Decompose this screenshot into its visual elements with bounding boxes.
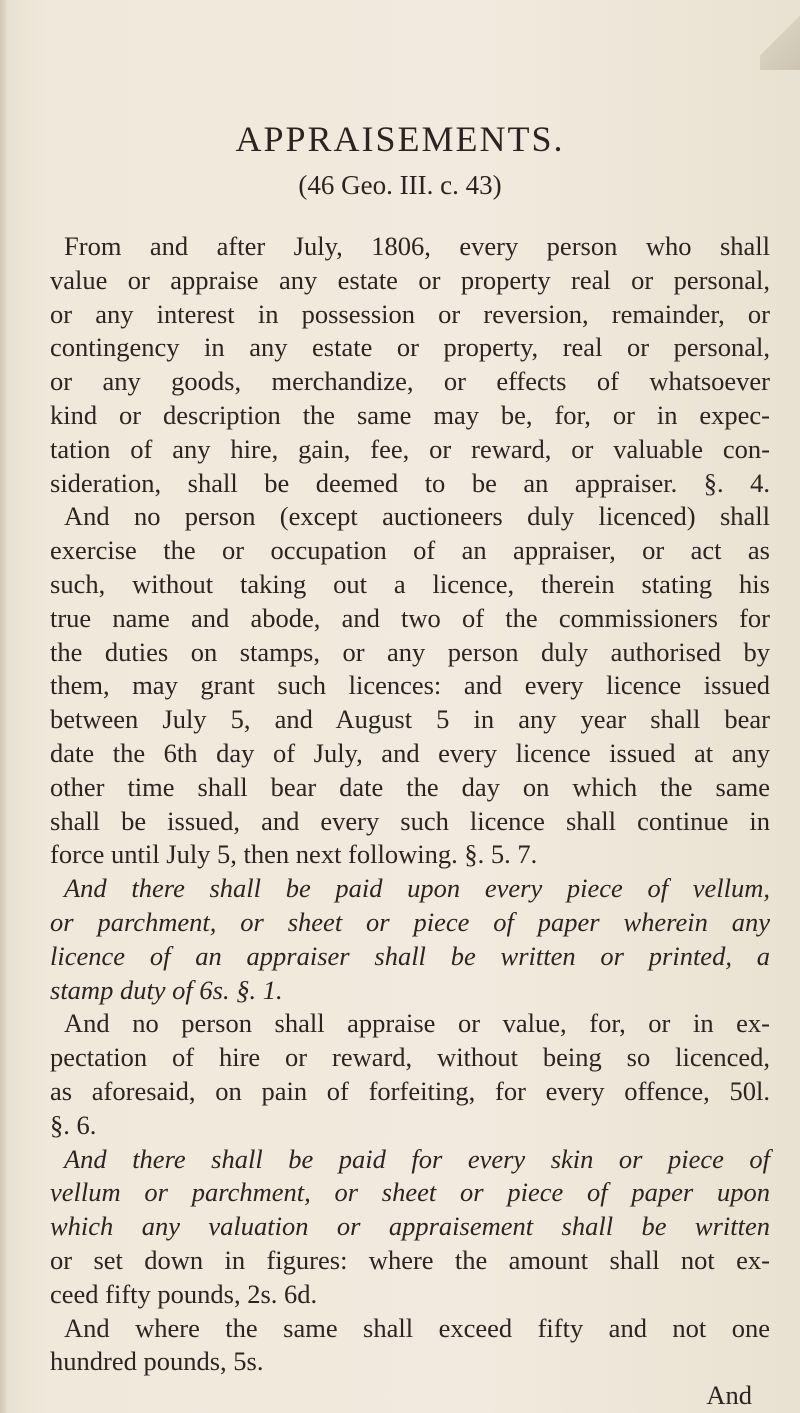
text-line: And there shall be paid for every skin or piece of: [64, 1143, 770, 1174]
text-line: exercise the or occupation of an appraiser, or act as: [50, 535, 770, 566]
text-line: the duties on stamps, or any person duly authorised by: [50, 636, 770, 667]
page-corner-fold: [760, 0, 800, 70]
text-line: sideration, shall be deemed to be an appraiser. §. 4.: [50, 467, 770, 498]
text-line: tation of any hire, gain, fee, or reward, or valuable con-: [50, 433, 770, 464]
text-line: which any valuation or appraisement shall be written: [50, 1211, 770, 1242]
page-gutter-shadow: [0, 0, 8, 1413]
text-line: value or appraise any estate or property real or personal,: [50, 264, 770, 295]
text-line: true name and abode, and two of the commissioners for: [50, 602, 770, 633]
text-line: licence of an appraiser shall be written or printed, a: [50, 940, 770, 971]
text-line: vellum or parchment, or sheet or piece of paper upon: [50, 1177, 770, 1208]
text-line: ceed fifty pounds, 2s. 6d.: [50, 1278, 318, 1309]
text-line: or parchment, or sheet or piece of paper wherein any: [50, 906, 770, 937]
text-line: shall be issued, and every such licence shall continue in: [50, 805, 770, 836]
text-line: And where the same shall exceed fifty and not one: [64, 1312, 770, 1343]
text-line: §. 6.: [50, 1109, 97, 1140]
text-line: From and after July, 1806, every person who shall: [64, 231, 770, 261]
text-line: or any interest in possession or reversion, remainder, or: [50, 298, 770, 329]
text-line: other time shall bear date the day on which the same: [50, 771, 770, 802]
text-line: pectation of hire or reward, without being so licenced,: [50, 1042, 770, 1073]
text-line: And no person (except auctioneers duly licenced) shall: [64, 501, 770, 532]
text-line: between July 5, and August 5 in any year shall bear: [50, 704, 770, 735]
text-line: And no person shall appraise or value, for, or in ex-: [64, 1008, 770, 1039]
text-line: such, without taking out a licence, therein stating his: [50, 568, 770, 599]
text-line: contingency in any estate or property, real or personal,: [50, 332, 770, 363]
text-line: kind or description the same may be, for, or in expec-: [50, 399, 770, 430]
statute-citation: (46 Geo. III. c. 43): [298, 170, 502, 200]
page-title: APPRAISEMENTS.: [235, 119, 565, 159]
text-line: stamp duty of 6s. §. 1.: [50, 974, 283, 1005]
text-line: date the 6th day of July, and every licence issued at any: [50, 737, 770, 768]
text-line: or any goods, merchandize, or effects of whatsoever: [50, 366, 770, 397]
text-line: force until July 5, then next following. §. 5. 7.: [50, 839, 538, 870]
text-line: as aforesaid, on pain of forfeiting, for every offence, 50l.: [50, 1075, 770, 1106]
body-text: [50, 230, 770, 1413]
text-line: them, may grant such licences: and every licence issued: [50, 670, 770, 701]
text-line: And there shall be paid upon every piece of vellum,: [64, 873, 770, 904]
text-line: hundred pounds, 5s.: [50, 1346, 264, 1377]
text-line: or set down in figures: where the amount shall not ex-: [50, 1244, 770, 1275]
text-line: And: [706, 1380, 752, 1411]
